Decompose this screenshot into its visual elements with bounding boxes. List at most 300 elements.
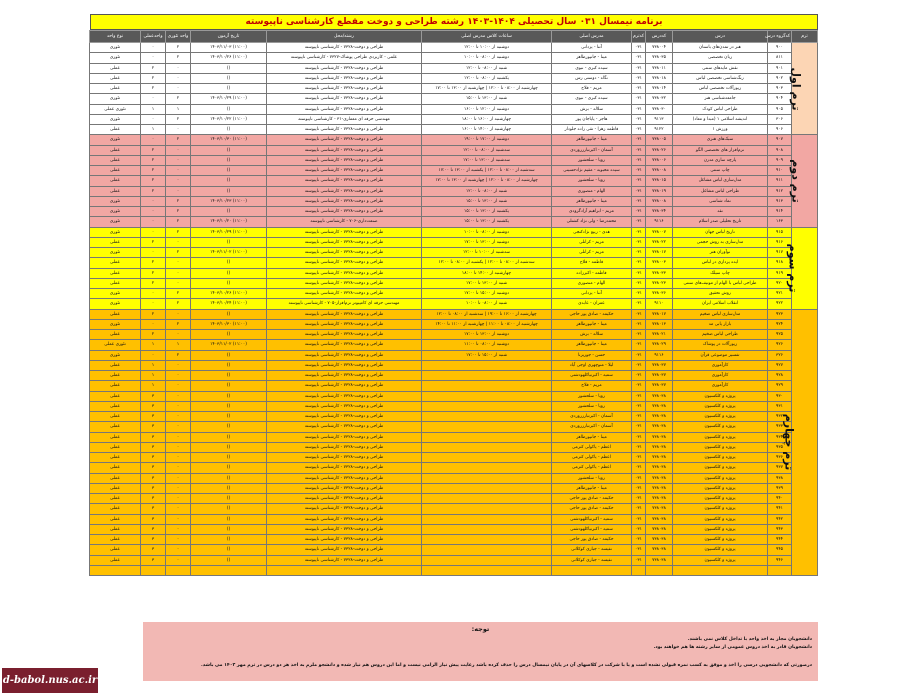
table-cell: ۰ [166,545,191,555]
table-cell: ۰۳۱ [632,43,646,53]
term-label [782,309,818,576]
table-cell: ۹۲۵ [768,330,792,340]
table-cell: طراحی و دوخت-۷۳۲۸ - کارشناسی ناپیوسته [267,125,422,135]
table-cell [422,442,552,452]
table-cell: ۷۳۸۰۳۴ [646,207,673,217]
table-cell: ۷۳۸۰۲۱ [646,330,673,340]
table-cell: ۰ [166,309,191,319]
table-cell: () [191,483,267,493]
table-cell: زیورآلات تخصصی لباس [673,84,768,94]
table-row [90,360,818,370]
table-cell: الهام - منصوری [552,278,632,288]
term-label-text: ترم دوم [789,159,803,203]
table-row [90,186,818,196]
table-cell: تئوری [90,43,141,53]
table-cell: عملی [90,442,141,452]
table-cell: شنبه از ۱۳:۰۰ تا ۱۵:۰۰ [422,196,552,206]
table-cell: ۹۳۷ [768,463,792,473]
table-cell: ۷۳۸۰۳۰ [646,104,673,114]
table-cell: ۰۳۱ [632,248,646,258]
table-row [90,289,818,299]
table-cell: (۱۱:۰۰) ۱۴۰۳/۱۰/۲۶ [191,53,267,63]
table-cell: ۳ [141,555,166,565]
table-cell: ۰۳۱ [632,371,646,381]
table-cell: ۹۲۴ [768,319,792,329]
table-cell: پروژه و کلکسیون [673,463,768,473]
table-cell: دوشنبه از ۰۸:۰۰ تا ۱۰:۰۰ [422,53,552,63]
table-cell: سه‌شنبه از ۰۸:۰۰ تا ۱۲:۰۰ [422,145,552,155]
table-cell: پروژه و کلکسیون [673,514,768,524]
table-cell: تئوری [90,248,141,258]
table-cell: ۲ [141,330,166,340]
table-cell: ۳ [141,524,166,534]
table-cell: ۲ [141,176,166,186]
table-cell: طراحی و دوخت-۷۳۲۸ - کارشناسی ناپیوسته [267,371,422,381]
table-cell: عملی [90,545,141,555]
table-cell: ۰ [141,289,166,299]
table-cell [191,565,267,575]
header-class-hours: ساعات کلاس مدرس اصلی [422,31,552,43]
table-cell: ۷۳۸۰۳۸ [646,473,673,483]
table-cell: ۰ [166,84,191,94]
table-cell: ۷۳۸۰۱۴ [646,84,673,94]
table-cell: (۱۱:۰۰) ۱۴۰۳/۱۰/۲۳ [191,196,267,206]
table-cell [552,565,632,575]
table-cell: شنبه از ۰۸:۰۰ تا ۱۲:۰۰ [422,186,552,196]
table-cell: عملی [90,176,141,186]
table-cell: اعظم - یاکولی کترمی [552,453,632,463]
table-cell: ۲ [141,237,166,247]
table-cell: طراحی و دوخت-۷۳۲۸ - کارشناسی ناپیوسته [267,412,422,422]
table-cell: ۱ [141,381,166,391]
table-cell: ۷۳۸۰۲۲ [646,237,673,247]
table-cell: ۷۳۸۰۰۳ [646,258,673,268]
table-row [90,268,818,278]
table-cell: طراحی و دوخت-۷۳۲۸ - کارشناسی ناپیوسته [267,391,422,401]
table-cell: ۹۱۴ [768,207,792,217]
table-cell: طراحی و دوخت-۷۳۲۸ - کارشناسی ناپیوسته [267,73,422,83]
table-cell: ۲ [166,94,191,104]
table-row [90,432,818,442]
table-cell: ۷۳۸۰۳۸ [646,422,673,432]
table-cell: نقش مایه‌های سنتی [673,63,768,73]
table-cell: پروژه و کلکسیون [673,432,768,442]
table-cell: ۹۲۹ [768,381,792,391]
table-cell: عملی [90,401,141,411]
table-cell: نگاه - دوستی رس [552,73,632,83]
table-cell: ۸۱۱ [768,53,792,63]
table-cell: طراحی و دوخت-۷۳۲۸ - کارشناسی ناپیوسته [267,43,422,53]
table-cell: (۱۱:۰۰) ۱۴۰۳/۱۰/۲۹ [191,227,267,237]
table-cell: طراحی و دوخت-۷۳۲۸ - کارشناسی ناپیوسته [267,166,422,176]
table-cell: یکشنبه از ۰۸:۰۰ تا ۱۲:۰۰ [422,73,552,83]
table-cell: طراحی و دوخت-۷۳۲۸ - کارشناسی ناپیوسته [267,278,422,288]
table-cell: نرم‌افزار های تخصصی الگو [673,145,768,155]
table-cell: (۱۱:۰۰) ۱۴۰۳/۱۰/۲۲ [191,114,267,124]
table-cell [422,524,552,534]
table-cell: ۹۱۱ [768,176,792,186]
table-cell: ۰ [141,350,166,360]
table-row [90,84,818,94]
term-label-text: ترم چهارم [782,413,796,471]
header-instructor: مدرس اصلی [552,31,632,43]
table-row [90,94,818,104]
table-cell [422,432,552,442]
table-cell: چاپ سیلک [673,268,768,278]
table-row [90,422,818,432]
table-cell: ۹۴۳ [768,524,792,534]
table-cell: زیورآلات در پوشاک [673,340,768,350]
table-cell: طراحی و دوخت-۷۳۲۸ - کارشناسی ناپیوسته [267,309,422,319]
table-cell: ورزش ۱ [673,125,768,135]
table-cell: مدل‌سازی لباس ضخیم [673,309,768,319]
table-cell: دوشنبه از ۱۰:۰۰ تا ۱۲:۰۰ [422,43,552,53]
table-cell: ۰۳۱ [632,114,646,124]
table-cell: ۰۳۱ [632,166,646,176]
table-cell: ۱ [166,104,191,114]
table-cell: ۷۳۸۰۰۷ [646,227,673,237]
table-cell: ۹۳۳ [768,422,792,432]
table-cell: سه‌شنبه از ۰۸:۰۰ تا ۱۲:۰۰ | یکشنبه از ۱۳:۰۰ تا ۱۷:۰۰ [422,166,552,176]
table-cell: ۱ [141,371,166,381]
table-cell: دوشنبه از ۱۳:۰۰ تا ۱۷:۰۰ [422,237,552,247]
table-cell: ۷۳۸۰۲۳ [646,278,673,288]
header-theory-units: واحد تئوری [166,31,191,43]
table-cell: نفیسه - جباری کوکلانی [552,555,632,565]
table-cell: ۰۳۱ [632,350,646,360]
table-cell: ۲ [166,299,191,309]
table-cell: ۹۳۴ [768,432,792,442]
table-cell: (۱۱:۰۰) ۱۴۰۳/۱۰/۲۰ [191,217,267,227]
table-cell: اعظم - یاکولی کترمی [552,463,632,473]
table-cell [422,453,552,463]
table-row [90,278,818,288]
table-cell: ۰۳۱ [632,155,646,165]
table-cell: طراحی و دوخت-۷۳۲۸ - کارشناسی ناپیوسته [267,319,422,329]
table-cell: ۳ [141,473,166,483]
table-cell: ۲ [141,73,166,83]
table-cell: طراحی و دوخت-۷۳۲۸ - کارشناسی ناپیوسته [267,186,422,196]
table-cell: () [191,278,267,288]
table-cell: حکیمه - صادق پور حاجی [552,309,632,319]
table-cell: ۹۴۱ [768,504,792,514]
table-cell: هاجر - پایاجان پور [552,114,632,124]
table-cell: () [191,504,267,514]
table-cell: ۰ [166,330,191,340]
table-cell: ۰ [166,555,191,565]
table-cell: () [191,524,267,534]
table-cell: پروژه و کلکسیون [673,391,768,401]
table-cell: طراحی و دوخت-۷۳۲۸ - کارشناسی ناپیوسته [267,401,422,411]
table-cell: آسمان - اکبرتبارزروردی [552,145,632,155]
table-cell [422,504,552,514]
table-cell: مریم - ابراهیم آزادگرودی [552,207,632,217]
table-cell: یکشنبه از ۱۳:۰۰ تا ۱۵:۰۰ [422,207,552,217]
table-cell: ۰ [141,227,166,237]
table-cell: طراحی و دوخت-۷۳۲۸ - کارشناسی ناپیوسته [267,289,422,299]
table-cell: رنگ‌شناسی تخصصی لباس [673,73,768,83]
table-cell: ۹۰۷ [768,135,792,145]
table-row [90,43,818,53]
table-cell: ۰۳۱ [632,412,646,422]
table-cell: ۷۳۸۰۳۷ [646,360,673,370]
table-cell: ۹۴۶ [768,555,792,565]
table-cell: ۰۳۱ [632,524,646,534]
table-cell: ۰ [166,463,191,473]
table-cell: ۲ [166,114,191,124]
table-cell: ۹۱۲ [768,186,792,196]
table-cell: () [191,381,267,391]
table-cell: کارآموزی [673,381,768,391]
table-cell [422,381,552,391]
table-row [90,371,818,381]
table-cell: چاپ سنتی [673,166,768,176]
table-cell: فاطمه زهرا - تقی زاده جلودار [552,125,632,135]
table-row [90,524,818,534]
table-cell: ۰۳۱ [632,237,646,247]
table-cell: () [191,145,267,155]
table-row [90,73,818,83]
table-cell: تئوری [90,350,141,360]
table-cell: ۰ [166,360,191,370]
table-cell: ۰ [141,248,166,258]
table-cell: ۰۳۱ [632,463,646,473]
table-cell: ۷۳۸۰۳۶ [646,289,673,299]
table-cell: طراحی و دوخت-۷۳۲۸ - کارشناسی ناپیوسته [267,135,422,145]
table-cell: دوشنبه از ۱۵:۰۰ تا ۱۷:۰۰ [422,289,552,299]
table-cell: عملی [90,524,141,534]
table-cell: چهارشنبه از ۰۸:۰۰ تا ۱۱:۰۰ | چهارشنبه از ۱۱:۰۰ تا ۱۴:۰۰ [422,319,552,329]
site-footer-logo[interactable]: d-babol.nus.ac.ir [2,668,98,693]
table-cell: ۳ [141,463,166,473]
table-cell: ۰ [166,63,191,73]
table-row [90,535,818,545]
table-cell: سمیه - اکبرنیاکلهودشتی [552,371,632,381]
table-row [90,494,818,504]
table-cell: ۰۳۱ [632,63,646,73]
table-row [90,381,818,391]
table-row [90,258,818,268]
table-row [90,227,818,237]
table-cell: () [191,330,267,340]
table-cell: ۷۳۸۰۰۴ [646,43,673,53]
table-cell: () [191,350,267,360]
table-row [90,207,818,217]
table-row [90,125,818,135]
table-cell: ۰۳۱ [632,545,646,555]
table-cell: ۰۳۱ [632,84,646,94]
table-cell: ۲ [141,155,166,165]
table-cell: سمیه - اکبرنیاکلهودشتی [552,524,632,534]
table-cell: ۰ [166,371,191,381]
table-cell: ۹۱۶ [768,237,792,247]
table-cell: ۲ [166,319,191,329]
table-cell: ۰۳۱ [632,207,646,217]
table-cell: ۷۳۸۰۰۵ [646,135,673,145]
table-cell: ۰۳۱ [632,340,646,350]
table-row [90,248,818,258]
table-cell: طراحی و دوخت-۷۳۲۸ - کارشناسی ناپیوسته [267,227,422,237]
table-cell: ۰۳۱ [632,94,646,104]
table-cell: چهارشنبه از ۱۶:۰۰ تا ۱۹:۰۰ | سه‌شنبه از ۰۸:۰۰ تا ۱۲:۰۰ [422,309,552,319]
table-row [90,412,818,422]
table-cell: ۰۳۱ [632,217,646,227]
table-cell: ۲ [166,217,191,227]
table-row [90,442,818,452]
table-cell: مهندسی حرفه ای معماری-۳۱ - کارشناسی ناپیوسته [267,114,422,124]
table-cell: دوشنبه از ۰۸:۰۰ تا ۱۰:۰۰ [422,227,552,237]
table-cell: ۹۰۰ [768,43,792,53]
header-major: رشته/محل [267,31,422,43]
table-cell: ۰۳۱ [632,453,646,463]
table-cell: ۰۳۱ [632,473,646,483]
table-cell: چهارشنبه از ۰۸:۰۰ تا ۱۲:۰۰ | چهارشنبه از ۱۳:۰۰ تا ۱۷:۰۰ [422,176,552,186]
note-line: دانشجویان قادر به اخذ دروس عمومی از سایر رشته ها هم خواهند بود. [653,645,812,650]
table-cell: ۰ [141,299,166,309]
table-cell: ۰۳۱ [632,330,646,340]
table-cell [422,473,552,483]
table-cell: ۰ [166,401,191,411]
table-cell: عملی [90,360,141,370]
table-cell: عملی [90,473,141,483]
table-cell: چهارشنبه از ۱۴:۰۰ تا ۱۸:۰۰ [422,268,552,278]
table-cell: طراحی و دوخت-۷۳۲۸ - کارشناسی ناپیوسته [267,535,422,545]
table-cell: () [191,494,267,504]
table-cell: (۱۱:۰۰) ۱۴۰۳/۱۱/۰۳ [191,43,267,53]
table-cell: حسن - جوربرنا [552,350,632,360]
table-cell [422,371,552,381]
table-row [90,155,818,165]
table-cell: طراحی و دوخت-۷۳۲۸ - کارشناسی ناپیوسته [267,145,422,155]
table-cell: ۰۳۱ [632,289,646,299]
table-cell: سیده محبوبه - مقیم نژادحسینی [552,166,632,176]
table-cell: ۹۱۱۰ [646,299,673,309]
table-cell: ۰ [166,442,191,452]
table-row [90,391,818,401]
table-cell: ۰ [166,422,191,432]
table-cell: ۰ [166,412,191,422]
table-cell [422,483,552,493]
table-cell: ۷۳۸۰۳۷ [646,371,673,381]
table-cell: ۰۳۱ [632,360,646,370]
table-cell: ۰۳۱ [632,309,646,319]
table-cell: ۰۳۱ [632,196,646,206]
table-cell: ۱ [141,360,166,370]
table-cell: سیده کبری - نبوی [552,94,632,104]
header-exam-date: تاریخ آزمون [191,31,267,43]
table-cell: () [191,166,267,176]
table-cell: عملی [90,258,141,268]
table-row [90,545,818,555]
table-cell: () [191,176,267,186]
table-cell: پروژه و کلکسیون [673,494,768,504]
table-cell: علمی - کاربردی طراحی پوشاک-۷۳۲۷ - کارشناسی ناپیوسته [267,53,422,63]
table-cell: طراحی و دوخت-۷۳۲۸ - کارشناسی ناپیوسته [267,330,422,340]
table-cell: عملی [90,186,141,196]
table-cell: تئوری عملی [90,104,141,114]
table-cell [422,412,552,422]
table-cell: عملی [90,514,141,524]
table-cell: آسمان - اکبرتبارزروردی [552,422,632,432]
table-cell: ۲ [166,248,191,258]
table-cell: عملی [90,463,141,473]
table-cell: طراحی و دوخت-۷۳۲۸ - کارشناسی ناپیوسته [267,453,422,463]
table-cell: ۷۳۸۰۳۷ [646,381,673,391]
table-cell: ۰ [166,483,191,493]
table-cell: () [191,442,267,452]
table-cell: اعظم - یاکولی کترمی [552,442,632,452]
table-cell: طراحی و دوخت-۷۳۲۸ - کارشناسی ناپیوسته [267,360,422,370]
table-cell: ۰ [166,453,191,463]
header-practical-units: واحدعملی [141,31,166,43]
term-label-text: ترم سوم [786,243,800,293]
table-cell: ۹۱۸ [768,258,792,268]
table-cell: عملی [90,535,141,545]
table-cell: ۳ [141,442,166,452]
table-cell: ۲ [141,84,166,94]
table-cell: طراحی و دوخت-۷۳۲۸ - کارشناسی ناپیوسته [267,196,422,206]
table-cell: مینا - جانپورطاهر [552,432,632,442]
table-cell: ۹۲۸ [768,371,792,381]
table-cell: عملی [90,330,141,340]
table-cell: ۱ [141,104,166,114]
table-cell: () [191,155,267,165]
table-cell: عملی [90,268,141,278]
table-cell: تئوری عملی [90,340,141,350]
table-cell: طراحی و دوخت-۷۳۲۸ - کارشناسی ناپیوسته [267,422,422,432]
table-cell: شنبه از ۰۸:۰۰ تا ۱۰:۰۰ [422,299,552,309]
table-cell: شنبه از ۰۸:۰۰ تا ۱۲:۰۰ [422,63,552,73]
table-cell: ۰۳۱ [632,186,646,196]
table-cell: مهندسی حرفه ای کامپیوتر نرم‌افزار-۷۰۵ - کارشناسی ناپیوسته [267,299,422,309]
table-cell: ۹۱۲۲ [646,125,673,135]
table-cell: ۷۳۸۰۳۸ [646,494,673,504]
table-cell: دوشنبه از ۱۷:۰۰ تا ۱۹:۰۰ [422,135,552,145]
table-cell: ۰۳۱ [632,391,646,401]
table-cell: کارآموزی [673,360,768,370]
table-cell: ۱ [141,125,166,135]
table-cell [422,514,552,524]
table-cell: ۷۳۸۰۳۳ [646,268,673,278]
table-cell: رویا - سلحشور [552,473,632,483]
table-row [90,53,818,63]
table-cell: ۷۳۸۰۳۸ [646,401,673,411]
table-cell: ۲ [166,135,191,145]
table-row [90,196,818,206]
table-cell: ۳۲۶ [768,350,792,360]
table-cell: ۷۳۸۰۳۸ [646,483,673,493]
table-cell: ۰۳۱ [632,258,646,268]
table-cell: () [191,432,267,442]
table-cell: جامعه‌شناسی هنر [673,94,768,104]
header-unit-type: نوع واحد [90,31,141,43]
table-cell: ۷۳۸۰۱۳ [646,319,673,329]
table-cell: ۰۳۱ [632,319,646,329]
table-cell: انقلاب اسلامی ایران [673,299,768,309]
table-cell: طراحی و دوخت-۷۳۲۸ - کارشناسی ناپیوسته [267,84,422,94]
table-cell: ۷۳۸۰۳۸ [646,442,673,452]
header-course: درس [673,31,768,43]
table-cell: سبک‌های هنری [673,135,768,145]
table-cell: ۹۲۳ [768,309,792,319]
table-cell: طراحی و دوخت-۷۳۲۸ - کارشناسی ناپیوسته [267,176,422,186]
table-cell: ۷۳۸۰۲۶ [646,145,673,155]
table-cell: ۹۰۳ [768,84,792,94]
table-cell: طراحی و دوخت-۷۳۲۸ - کارشناسی ناپیوسته [267,473,422,483]
table-cell: طراحی و دوخت-۷۳۲۸ - کارشناسی ناپیوسته [267,340,422,350]
table-cell: ۳۰۶ [768,114,792,124]
table-cell: ۰ [166,166,191,176]
